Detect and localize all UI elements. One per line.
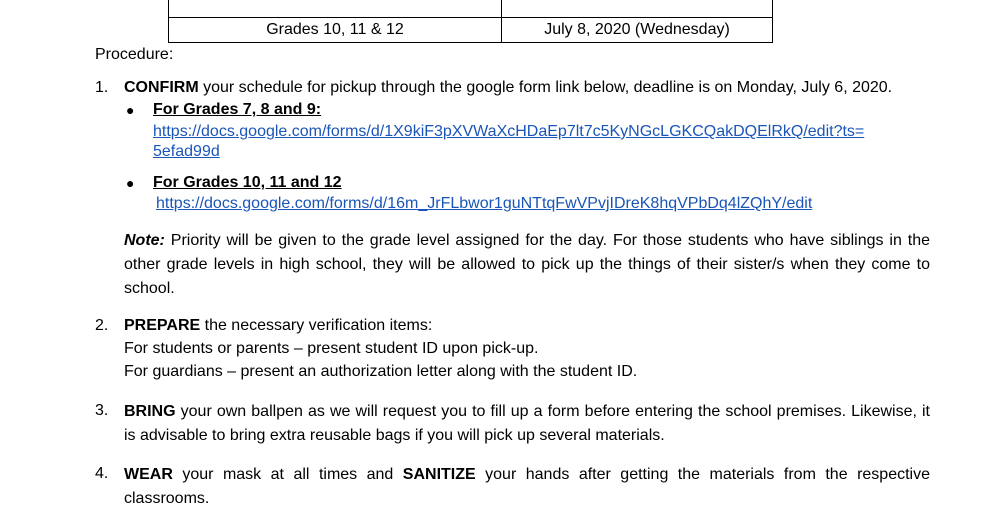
step-keyword: CONFIRM — [124, 79, 199, 96]
step-keyword: BRING — [124, 403, 176, 420]
note-label: Note: — [124, 232, 165, 249]
form-link-grades-10-12-line[interactable] — [156, 193, 812, 215]
step-number: 3. — [95, 402, 109, 419]
step-keyword-2: SANITIZE — [402, 466, 476, 483]
step-body: your own ballpen as we will request you to fill up a form before entering the school premises. Likewise, it is advisable to bring extra reusable bags if you will pick up several materials. — [124, 403, 930, 444]
note-text: Priority will be given to the grade level assigned for the day. For those students who have siblings in the other grade levels in high school, they will be allowed to pick up the things of their sister/s when they come to school. — [124, 232, 930, 297]
step-1-text — [124, 77, 892, 99]
step-body: the necessary verification items: — [200, 317, 433, 334]
bullet-label — [153, 99, 321, 121]
table-cell-date: July 8, 2020 (Wednesday) — [502, 18, 773, 43]
step-keyword: PREPARE — [124, 317, 201, 334]
step-2-text — [124, 315, 432, 337]
table-cell-grade-partial — [169, 0, 502, 18]
step-body-a: your mask at all times and — [172, 466, 403, 483]
bullet-label — [153, 172, 342, 194]
table-row — [169, 0, 773, 18]
step-body-b: your hands after getting the materials from the respective classrooms. — [124, 466, 930, 507]
step-3-text — [124, 400, 930, 448]
bullet-label-text: For Grades 7, 8 and 9: — [153, 101, 322, 118]
table-cell-grade: Grades 10, 11 & 12 — [169, 18, 502, 43]
step-body: your schedule for pickup through the google form link below, deadline is on Monday, July 6, 2020. — [198, 79, 893, 96]
step-keyword: WEAR — [124, 466, 173, 483]
note-paragraph — [124, 229, 930, 301]
step-number: 2. — [95, 317, 109, 334]
step-2-line-guardians: For guardians – present an authorization letter along with the student ID. — [124, 363, 638, 380]
procedure-heading: Procedure: — [95, 46, 174, 63]
step-2-line-students: For students or parents – present student ID upon pick-up. — [124, 340, 539, 357]
bullet-icon: ● — [126, 175, 135, 191]
form-link-grades-7-9-line2[interactable] — [153, 141, 220, 163]
step-number: 1. — [95, 79, 109, 96]
bullet-icon: ● — [126, 102, 135, 118]
step-4-text — [124, 463, 930, 511]
step-number: 4. — [95, 465, 109, 482]
form-link-grades-7-9-line1[interactable] — [153, 121, 864, 143]
schedule-table — [168, 0, 773, 43]
table-cell-date-partial — [502, 0, 773, 18]
form-link-grades-7-9-cont[interactable]: 5efad99d — [153, 143, 220, 160]
form-link-grades-7-9[interactable]: https://docs.google.com/forms/d/1X9kiF3pXVWaXcHDaEp7lt7c5KyNGcLGKCQakDQElRkQ/edit?ts= — [153, 123, 865, 140]
table-row — [169, 18, 773, 43]
bullet-label-text: For Grades 10, 11 and 12 — [153, 174, 342, 191]
form-link-grades-10-12[interactable]: https://docs.google.com/forms/d/16m_JrFLbwor1guNTtqFwVPvjIDreK8hqVPbDq4lZQhY/edit — [156, 195, 813, 212]
